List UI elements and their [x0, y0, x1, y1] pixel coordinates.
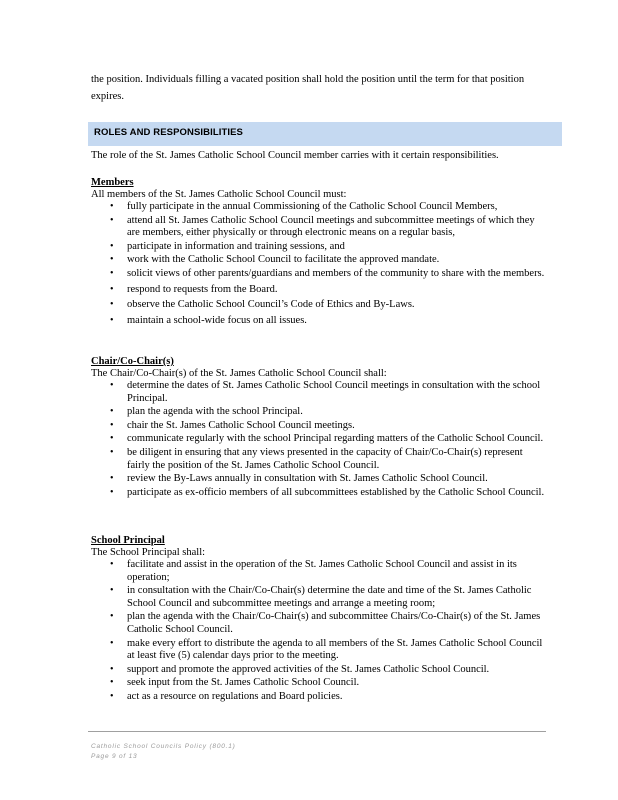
chair-list-item [91, 473, 547, 486]
role-statement: The role of the St. James Catholic School Council member carries with it certain responsibilities. [91, 150, 499, 161]
bullet-icon: • [110, 201, 114, 212]
members-section [91, 177, 551, 327]
list-item-text: participate as ex-officio members of all subcommittees established by the Catholic School Council. [127, 486, 545, 498]
chair-list-item [91, 487, 547, 500]
members-list-item [91, 299, 547, 312]
members-list-item [91, 315, 547, 328]
footer-page-number: Page 9 of 13 [91, 753, 138, 760]
principal-list-item [91, 585, 547, 610]
principal-list-item [91, 691, 547, 704]
principal-section [91, 535, 551, 704]
list-item-text: review the By-Laws annually in consultation with St. James Catholic School Council. [127, 473, 488, 485]
list-item-text: work with the Catholic School Council to facilitate the approved mandate. [127, 254, 440, 266]
members-intro: All members of the St. James Catholic School Council must: [91, 189, 347, 200]
chair-list [91, 380, 551, 499]
bullet-icon: • [110, 559, 114, 570]
principal-list [91, 559, 551, 704]
list-item-text: be diligent in ensuring that any views presented in the capacity of Chair/Co-Chair(s) represent fairly the position of the St. James Catholic School Council. [127, 446, 523, 471]
intro-paragraph: the position. Individuals filling a vacated position shall hold the position until the term for that position expires. [91, 74, 525, 102]
list-item-text: make every effort to distribute the agenda to all members of the St. James Catholic School Council at least five (5) calendar days prior to the meeting. [127, 637, 543, 662]
list-item-text: chair the St. James Catholic School Council meetings. [127, 419, 355, 431]
bullet-icon: • [110, 240, 114, 252]
bullet-icon: • [110, 585, 114, 597]
page-footer [91, 742, 236, 762]
list-item-text: act as a resource on regulations and Board policies. [127, 690, 343, 702]
principal-list-item [91, 664, 547, 677]
bullet-icon: • [110, 663, 114, 675]
list-item-text: plan the agenda with the Chair/Co-Chair(s) and subcommittee Chairs/Co-Chair(s) of the St. James Catholic School Council. [127, 611, 541, 635]
list-item-text: communicate regularly with the school Principal regarding matters of the Catholic School Council. [127, 433, 544, 445]
members-list-item [91, 254, 547, 267]
bullet-icon: • [110, 446, 114, 458]
list-item-text: support and promote the approved activities of the St. James Catholic School Council. [127, 663, 490, 675]
principal-list-item [91, 559, 547, 584]
bullet-icon: • [110, 380, 114, 391]
bullet-icon: • [110, 677, 114, 689]
members-list-item [91, 241, 547, 254]
list-item-text: facilitate and assist in the operation of the St. James Catholic School Council and assist in its operation; [127, 559, 517, 583]
members-list-item [91, 268, 547, 281]
bullet-icon: • [110, 637, 114, 649]
bullet-icon: • [110, 611, 114, 623]
footer-divider [88, 731, 546, 732]
members-list-item [91, 201, 547, 214]
bullet-icon: • [110, 299, 114, 311]
bullet-icon: • [110, 254, 114, 266]
chair-list-item [91, 433, 547, 446]
bullet-icon: • [110, 419, 114, 431]
principal-intro: The School Principal shall: [91, 547, 206, 558]
bullet-icon: • [110, 690, 114, 702]
section-title: ROLES AND RESPONSIBILITIES [94, 127, 243, 138]
principal-list-item [91, 611, 547, 636]
chair-intro: The Chair/Co-Chair(s) of the St. James Catholic School Council shall: [91, 368, 387, 379]
principal-heading: School Principal [91, 535, 165, 546]
section-header-band [88, 122, 562, 146]
list-item-text: maintain a school-wide focus on all issues. [127, 314, 307, 326]
bullet-icon: • [110, 267, 114, 279]
list-item-text: attend all St. James Catholic School Council meetings and subcommittee meetings of which they are members, either physically or through electronic means on a regular basis, [127, 214, 535, 239]
chair-heading: Chair/Co-Chair(s) [91, 356, 174, 367]
chair-list-item [91, 420, 547, 433]
principal-list-item [91, 638, 547, 663]
list-item-text: determine the dates of St. James Catholic School Council meetings in consultation with the school Principal. [127, 380, 541, 404]
list-item-text: solicit views of other parents/guardians and members of the community to share with the members. [127, 267, 545, 279]
members-list [91, 201, 551, 327]
chair-list-item [91, 406, 547, 419]
bullet-icon: • [110, 473, 114, 485]
list-item-text: in consultation with the Chair/Co-Chair(s) determine the date and time of the St. James Catholic School Council and subcommittee meetings and arrange a meeting room; [127, 585, 532, 609]
list-item-text: fully participate in the annual Commissioning of the Catholic School Council Members, [127, 201, 498, 212]
list-item-text: observe the Catholic School Council’s Code of Ethics and By-Laws. [127, 299, 415, 311]
bullet-icon: • [110, 283, 114, 295]
chair-section [91, 356, 551, 499]
list-item-text: seek input from the St. James Catholic School Council. [127, 677, 360, 689]
bullet-icon: • [110, 486, 114, 498]
chair-list-item [91, 380, 547, 405]
members-list-item [91, 284, 547, 297]
members-list-item [91, 215, 547, 240]
bullet-icon: • [110, 433, 114, 445]
principal-list-item [91, 677, 547, 690]
bullet-icon: • [110, 214, 114, 226]
bullet-icon: • [110, 406, 114, 418]
list-item-text: participate in information and training sessions, and [127, 240, 345, 252]
chair-list-item [91, 447, 547, 472]
members-heading: Members [91, 177, 134, 188]
list-item-text: plan the agenda with the school Principal. [127, 406, 303, 418]
bullet-icon: • [110, 314, 114, 326]
footer-doc-title: Catholic School Councils Policy (800.1) [91, 743, 236, 750]
list-item-text: respond to requests from the Board. [127, 283, 278, 295]
